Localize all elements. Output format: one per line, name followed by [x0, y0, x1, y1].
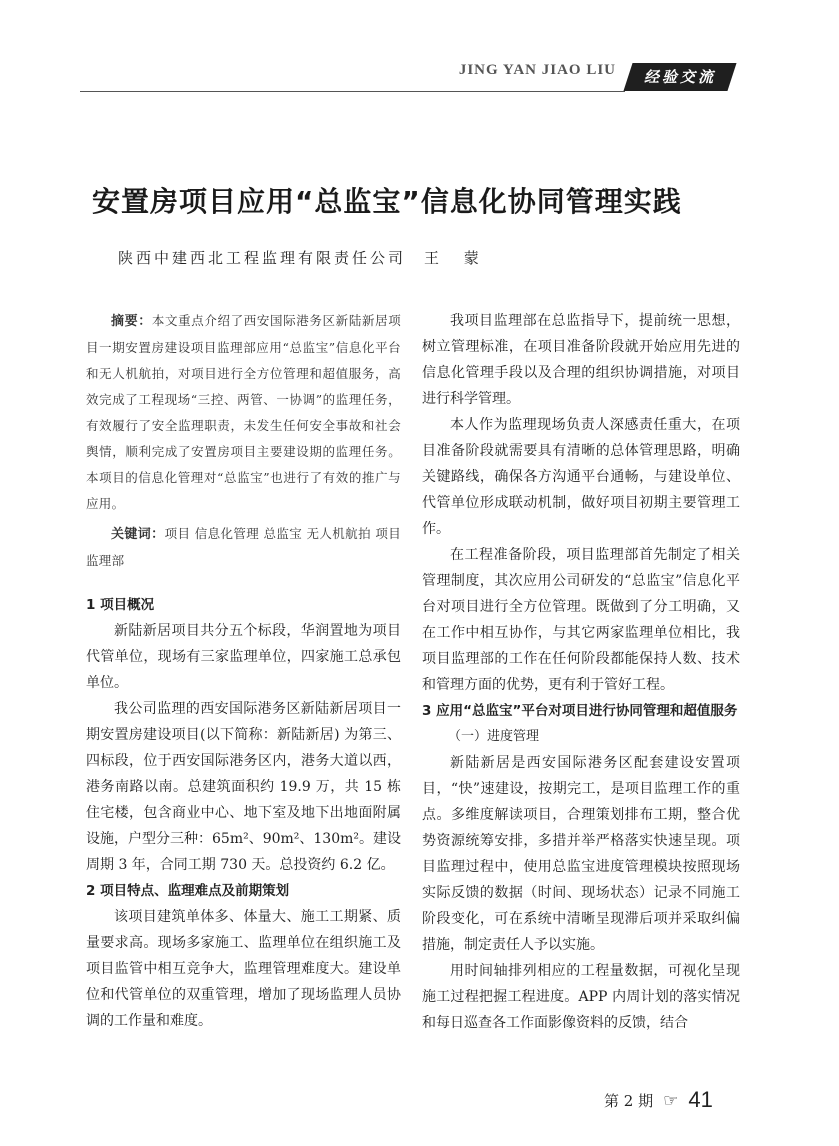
byline [118, 247, 489, 268]
section-3-paragraph-1: 新陆新居是西安国际港务区配套建设安置项目，“快”速建设，按期完工，是项目监理工作的重点。多维度解读项目，合理策划排布工期，整合优势资源统筹安排，多措并举严格落实快速呈现。项目监理过程中，使用总监宝进度管理模块按照现场实际反馈的数据（时间、现场状态）记录不同施工阶段变化，可在系统中清晰呈现滞后项并采取纠偏措施，制定责任人予以实施。 [422, 755, 740, 953]
section-title-pinyin: JING YAN JIAO LIU [458, 62, 616, 78]
author-name: 王 蒙 [424, 249, 489, 267]
left-column [86, 308, 401, 1034]
right-column [422, 308, 740, 1036]
section-1-paragraph-2: 我公司监理的西安国际港务区新陆新居项目一期安置房建设项目(以下简称：新陆新居) 为第三、四标段，位于西安国际港务区内，港务大道以西，港务南路以南。总建筑面积约 19.9 万，共 15 栋住宅楼，包含商业中心、地下室及地下出地面附属设施，户型分三种：65m²、90m²、130m²。建设周期 3 年，合同工期 730 天。总投资约 6.2 亿。 [86, 701, 402, 873]
keywords-label: 关键词： [111, 527, 165, 542]
abstract [86, 308, 401, 517]
page-footer [604, 1086, 713, 1114]
section-1-paragraph-1: 新陆新居项目共分五个标段，华润置地为项目代管单位，现场有三家监理单位，四家施工总承包单位。 [86, 623, 401, 691]
subsection-schedule-heading: （一）进度管理 [448, 729, 540, 744]
header-rule [80, 91, 625, 92]
keywords-text: 项目 信息化管理 总监宝 无人机航拍 项目监理部 [86, 526, 402, 568]
right-paragraph-3: 在工程准备阶段，项目监理部首先制定了相关管理制度，其次应用公司研发的“总监宝”信息化平台对项目进行全方位管理。既做到了分工明确，又在工作中相互协作，与其它两家监理单位相比，我项目监理部的工作在任何阶段都能保持人数、技术和管理方面的优势，更有利于管好工程。 [422, 547, 740, 693]
page-number: 41 [688, 1087, 713, 1112]
section-2-paragraph-1: 该项目建筑单体多、体量大、施工工期紧、质量要求高。现场多家施工、监理单位在组织施工及项目监管中相互竞争大，监理管理难度大。建设单位和代管单位的双重管理，增加了现场监理人员协调的工作量和难度。 [86, 909, 401, 1029]
section-title-chinese: 经验交流 [643, 68, 716, 86]
issue-label: 第 2 期 [604, 1092, 654, 1110]
section-2-heading: 2 项目特点、监理难点及前期策划 [86, 883, 290, 899]
section-3-heading: 3 应用“总监宝”平台对项目进行协同管理和超值服务 [422, 703, 738, 719]
right-paragraph-2: 本人作为监理现场负责人深感责任重大，在项目准备阶段就需要具有清晰的总体管理思路，明确关键路线，确保各方沟通平台通畅，与建设单位、代管单位形成联动机制，做好项目初期主要管理工作。 [422, 417, 740, 537]
section-3-paragraph-2: 用时间轴排列相应的工程量数据，可视化呈现施工过程把握工程进度。APP 内周计划的落实情况和每日巡查各工作面影像资料的反馈，结合 [422, 963, 740, 1031]
keywords [86, 521, 401, 574]
right-paragraph-1: 我项目监理部在总监指导下，提前统一思想，树立管理标准，在项目准备阶段就开始应用先进的信息化管理手段以及合理的组织协调措施，对项目进行科学管理。 [422, 313, 740, 407]
affiliation: 陕西中建西北工程监理有限责任公司 [118, 249, 407, 267]
abstract-label: 摘要： [111, 314, 152, 329]
pointing-hand-icon: ☞ [663, 1091, 679, 1111]
section-1-heading: 1 项目概况 [86, 597, 155, 613]
article-title: 安置房项目应用“总监宝”信息化协同管理实践 [92, 185, 682, 218]
abstract-text: 本文重点介绍了西安国际港务区新陆新居项目一期安置房建设项目监理部应用“总监宝”信息化平台和无人机航拍，对项目进行全方位管理和超值服务，高效完成了工程现场“三控、两管、一协调”的监理任务，有效履行了安全监理职责，未发生任何安全事故和社会舆情，顺利完成了安置房项目主要建设期的监理任务。本项目的信息化管理对“总监宝”也进行了有效的推广与应用。 [86, 313, 401, 511]
